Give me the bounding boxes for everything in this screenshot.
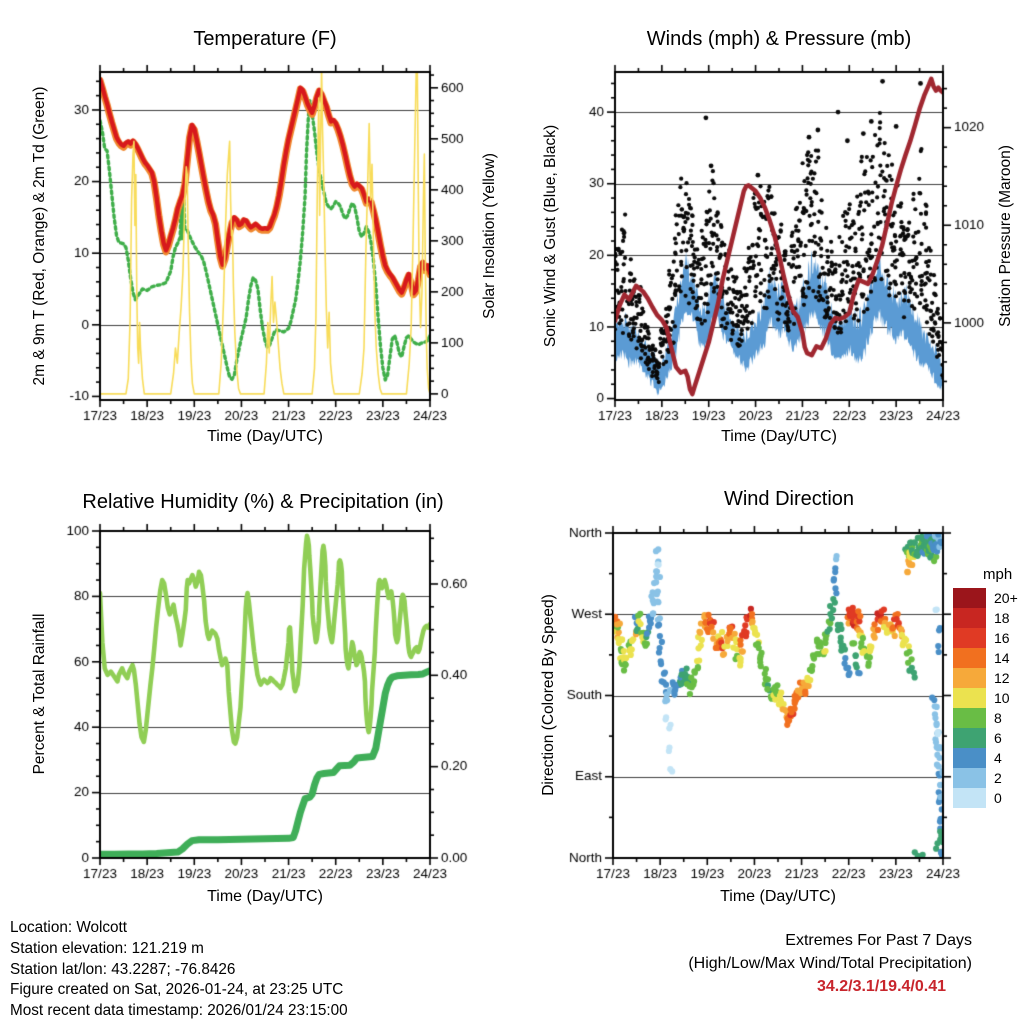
colorbar-row	[953, 588, 1024, 608]
footer-elevation: Station elevation: 121.219 m	[10, 939, 204, 957]
footer-timestamp: Most recent data timestamp: 2026/01/24 23:15:00	[10, 1002, 348, 1020]
colorbar-swatch	[953, 648, 986, 668]
colorbar-value-label: 14	[994, 650, 1010, 666]
colorbar-units-label: mph	[983, 566, 1013, 583]
colorbar-swatch	[953, 688, 986, 708]
colorbar-swatch	[953, 768, 986, 788]
colorbar-value-label: 12	[994, 670, 1010, 686]
colorbar-row	[953, 788, 1024, 808]
footer-latlon: Station lat/lon: 43.2287; -76.8426	[10, 960, 236, 978]
temperature-x-axis-label: Time (Day/UTC)	[207, 428, 323, 445]
colorbar-value-label: 20+	[994, 590, 1018, 606]
percent-rainfall-y-axis-label: Percent & Total Rainfall	[31, 613, 48, 775]
direction-x-axis-label: Time (Day/UTC)	[720, 888, 836, 905]
humidity-precip-panel-title: Relative Humidity (%) & Precipitation (in)	[82, 491, 444, 513]
winds-pressure-panel-title: Winds (mph) & Pressure (mb)	[646, 28, 912, 50]
colorbar-value-label: 8	[994, 710, 1002, 726]
colorbar-swatch	[953, 588, 986, 608]
colorbar-row	[953, 748, 1024, 768]
colorbar-swatch	[953, 668, 986, 688]
colorbar-value-label: 18	[994, 610, 1010, 626]
extremes-subtitle: (High/Low/Max Wind/Total Precipitation)	[688, 955, 972, 972]
wind-gust-y-axis-label: Sonic Wind & Gust (Blue, Black)	[542, 124, 559, 348]
colorbar-row	[953, 608, 1024, 628]
extremes-values: 34.2/3.1/19.4/0.41	[817, 978, 946, 995]
colorbar-swatches	[953, 588, 1024, 808]
footer-created: Figure created on Sat, 2026-01-24, at 23:25 UTC	[10, 981, 344, 999]
colorbar-value-label: 16	[994, 630, 1010, 646]
colorbar-swatch	[953, 708, 986, 728]
temperature-y-axis-label: 2m & 9m T (Red, Orange) & 2m Td (Green)	[31, 86, 48, 386]
colorbar-value-label: 4	[994, 750, 1002, 766]
colorbar-row	[953, 688, 1024, 708]
humidity-x-axis-label: Time (Day/UTC)	[207, 888, 323, 905]
temperature-panel-title: Temperature (F)	[193, 28, 337, 50]
wind-direction-panel-title: Wind Direction	[723, 488, 855, 510]
colorbar-swatch	[953, 788, 986, 808]
footer-location: Location: Wolcott	[10, 919, 128, 936]
direction-y-axis-label: Direction (Colored By Speed)	[540, 594, 557, 796]
solar-y-axis-label: Solar Insolation (Yellow)	[481, 153, 498, 319]
colorbar-row	[953, 728, 1024, 748]
winds-x-axis-label: Time (Day/UTC)	[721, 428, 837, 445]
extremes-block	[688, 929, 972, 998]
extremes-title: Extremes For Past 7 Days	[785, 932, 972, 949]
colorbar-row	[953, 708, 1024, 728]
colorbar-swatch	[953, 628, 986, 648]
colorbar-value-label: 6	[994, 730, 1002, 746]
pressure-y-axis-label: Station Pressure (Maroon)	[997, 145, 1014, 327]
colorbar-swatch	[953, 728, 986, 748]
colorbar-value-label: 0	[994, 790, 1002, 806]
colorbar-value-label: 10	[994, 690, 1010, 706]
colorbar-row	[953, 668, 1024, 688]
station-footer	[10, 918, 348, 1022]
colorbar-swatch	[953, 608, 986, 628]
colorbar-swatch	[953, 748, 986, 768]
colorbar-row	[953, 768, 1024, 788]
colorbar-row	[953, 648, 1024, 668]
colorbar-value-label: 2	[994, 770, 1002, 786]
speed-colorbar	[953, 566, 1024, 808]
colorbar-row	[953, 628, 1024, 648]
